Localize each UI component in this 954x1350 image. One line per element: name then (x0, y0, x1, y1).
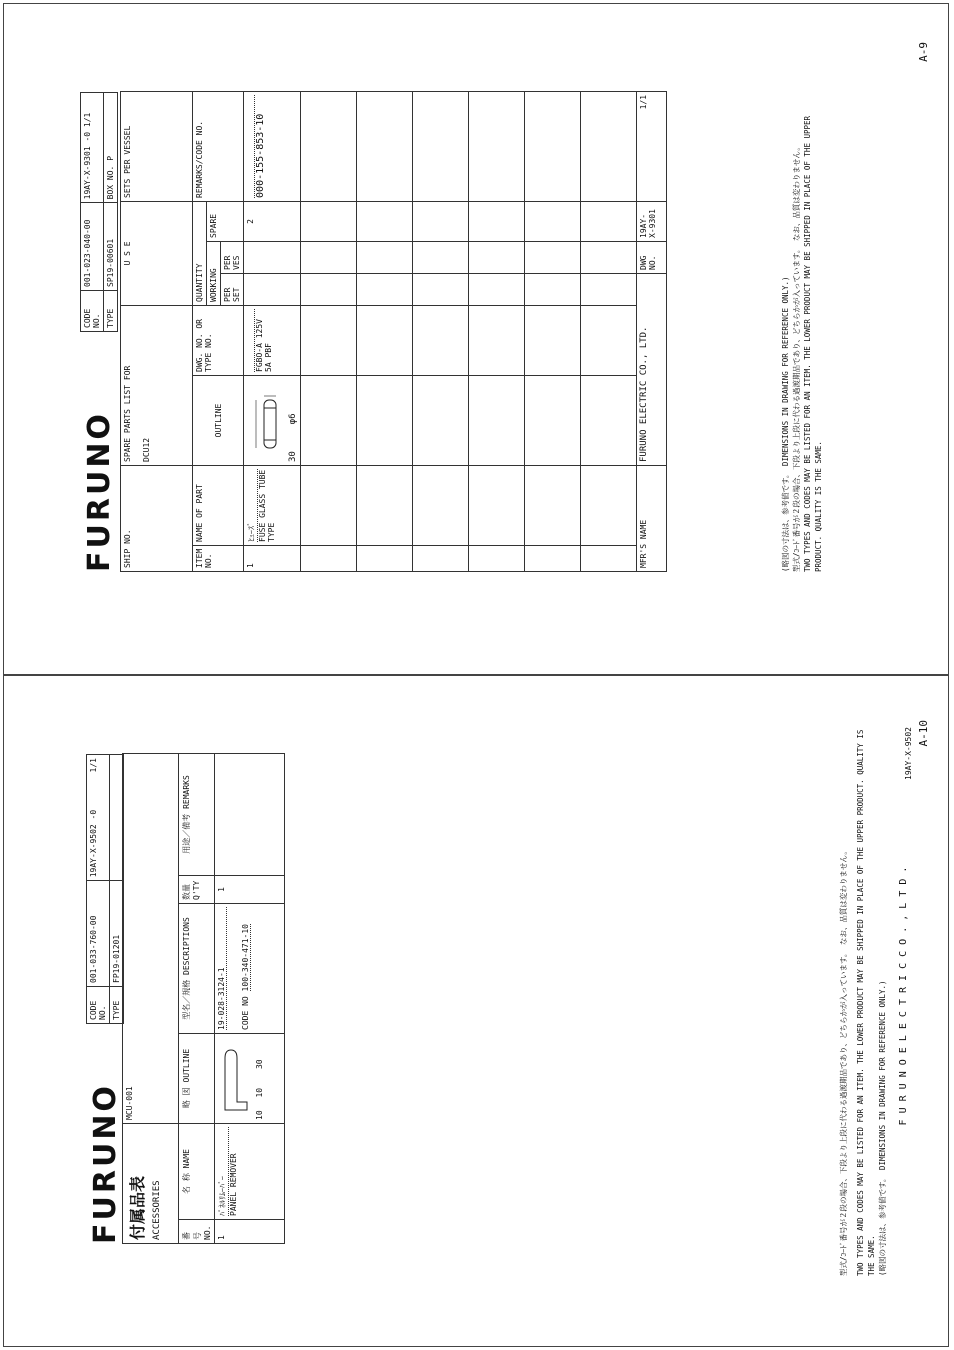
part-name: FUSE GLASS TUBE TYPE (258, 469, 276, 542)
model-name: DCU12 (142, 437, 151, 462)
accessories-sheet (86, 754, 266, 1244)
row-name: PANEL REMOVER (229, 1153, 238, 1216)
notes (838, 716, 909, 1276)
code-block (80, 92, 118, 332)
hdr-descriptions: 型名／規格 DESCRIPTIONS (179, 903, 215, 1033)
hdr-name: NAME OF PART (193, 466, 244, 546)
code-no: 001-033-760-00 (87, 881, 110, 987)
hdr-name: 名 称 NAME (179, 1123, 215, 1219)
page-a10 (3, 675, 949, 1347)
note-en: TWO TYPES AND CODES MAY BE LISTED FOR AN ITEM. THE LOWER PRODUCT MAY BE SHIPPED IN PLACE OF THE UPPER PRODUCT. QUALITY IS THE SAME. (803, 115, 823, 572)
sets-per-vessel-label: SETS PER VESSEL (123, 125, 132, 198)
sets-cell (121, 91, 193, 201)
furuno-logo: FURUNO (82, 411, 117, 572)
code-no-label: CODE NO. (81, 291, 104, 332)
type-label: TYPE (104, 291, 118, 332)
mfr-label: MFR'S NAME (637, 466, 667, 572)
mfr-name: F U R U N O E L E C T R I C C O . , L T D . (898, 866, 909, 1126)
hdr-dwg: DWG. NO. OR TYPE NO. (193, 305, 244, 375)
per-set (244, 273, 301, 305)
box-no: P (106, 155, 115, 161)
dim-diameter: φ6 (288, 413, 298, 425)
spare-qty: 2 (244, 201, 301, 241)
doc-no: 19AY-X-9301 -0 1/1 (81, 93, 104, 203)
type-value: SP19-00601 (104, 203, 118, 291)
dim-length: 30 (288, 451, 298, 462)
note-reference: (略図の寸法は、参考値です。 DIMENSIONS IN DRAWING FOR REFERENCE ONLY.) (781, 276, 790, 572)
spare-parts-sheet (80, 92, 850, 572)
page-number: A-9 (917, 42, 930, 62)
dwg-no: 19AY-X-9301 (637, 201, 667, 241)
sheet-no: 1/1 (89, 758, 98, 773)
dim-b: 10 (255, 1087, 264, 1098)
note-en: TWO TYPES AND CODES MAY BE LISTED FOR AN ITEM. THE LOWER PRODUCT MAY BE SHIPPED IN PLACE OF THE UPPER PRODUCT. QUALITY IS THE SAME. (856, 729, 876, 1276)
mfr-name: FURUNO ELECTRIC CO., LTD. (637, 273, 667, 465)
panel-remover-outline (215, 1033, 285, 1123)
spare-parts-table (120, 91, 667, 572)
hdr-quantity: QUANTITY (193, 201, 207, 305)
sheet-title: SPARE PARTS LIST FOR (123, 365, 132, 462)
dim-c: 30 (255, 1059, 264, 1070)
row-code: 100-340-471-10 (241, 924, 250, 992)
row-no: 1 (215, 1220, 285, 1244)
hdr-per-set: PER SET (221, 273, 244, 305)
title-jp: 付属品表 (128, 1175, 147, 1240)
fuse-drawing (246, 378, 286, 462)
row-desc: 19-028-3124-1 (217, 907, 227, 1030)
type-no: FGBO-A 125V 5A PBF (255, 319, 273, 372)
dwg-label: DWG NO. (637, 241, 667, 273)
hdr-no: 番 号 NO. (179, 1220, 215, 1244)
notes (780, 92, 824, 572)
type-value: FP19-01201 (110, 881, 124, 987)
panel-remover-drawing (217, 1040, 253, 1120)
title-en: ACCESSORIES (152, 1180, 162, 1240)
code-no: 001-023-040-00 (81, 203, 104, 291)
ship-no-cell (121, 466, 193, 572)
use-label: U S E (123, 241, 132, 266)
title-cell (121, 305, 193, 465)
doc-no: 19AY-X-9502 -0 (89, 809, 98, 878)
note-reference: (略図の寸法は、参考値です。 DIMENSIONS IN DRAWING FOR REFERENCE ONLY.) (878, 980, 887, 1276)
type-label: TYPE (110, 987, 124, 1024)
box-no-label: BOX NO. (106, 165, 115, 200)
per-ves (244, 241, 301, 273)
hdr-outline: 略 図 OUTLINE (179, 1033, 215, 1123)
note-jp: 型式/ｺｰﾄﾞ番号が２段の場合、下段より上段に代わる過渡期品であり、どちらかが入っています。 なお、品質は変わりません。 (839, 847, 848, 1276)
fuse-outline (244, 376, 301, 466)
use-cell (121, 201, 193, 305)
note-jp: 型式/ｺｰﾄﾞ番号が２段の場合、下段より上段に代わる過渡期品であり、どちらかが入っています。 なお、品質は変わりません。 (792, 143, 801, 572)
code-label: CODE NO (241, 996, 250, 1030)
model-name: MCU-001 (123, 753, 179, 1123)
hdr-outline: OUTLINE (193, 376, 244, 466)
code-block (86, 754, 124, 1024)
accessories-table (122, 753, 285, 1244)
sheet-no: 1/1 (637, 91, 667, 201)
hdr-spare: SPARE (207, 201, 244, 241)
page-number: A-10 (917, 720, 930, 747)
table-row (244, 91, 301, 571)
row-qty: 1 (215, 875, 285, 903)
hdr-qty: 数量 Q'TY (179, 875, 215, 903)
hdr-remarks: 用途／備考 REMARKS (179, 753, 215, 875)
hdr-item: ITEM NO. (193, 546, 244, 572)
hdr-working: WORKING (207, 241, 221, 305)
code-no-value: 000-155-853-10 (255, 113, 266, 198)
doc-footer: 19AY-X-9502 (904, 727, 913, 780)
hdr-remarks: REMARKS/CODE NO. (193, 91, 244, 201)
part-name-jp: ﾋｭｰｽﾞ (246, 469, 258, 542)
dim-a: 10 (255, 1110, 264, 1120)
code-no-label: CODE NO. (87, 987, 110, 1024)
row-name-jp: ﾊﾟﾈﾙﾘﾑｰﾊﾞｰ (217, 1127, 229, 1216)
ship-no-label: SHIP NO. (123, 529, 132, 568)
hdr-per-ves: PER VES (221, 241, 244, 273)
item-no: 1 (244, 546, 301, 572)
furuno-logo: FURUNO (88, 1083, 123, 1244)
page-a9 (3, 3, 949, 675)
table-row (215, 753, 285, 1243)
